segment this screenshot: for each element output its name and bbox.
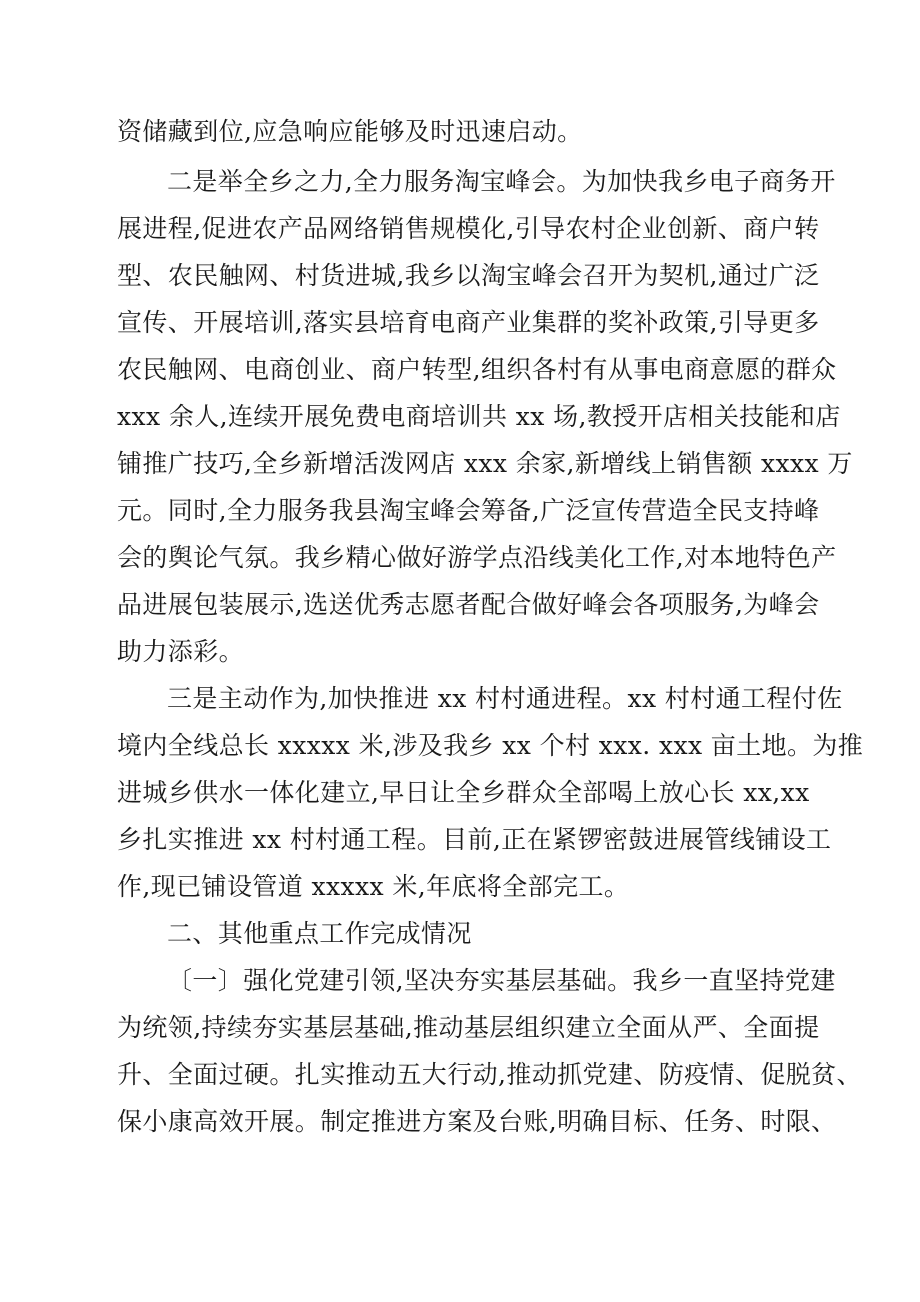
paragraph-line: 元。同时,全力服务我县淘宝峰会筹备,广泛宣传营造全民支持峰 [117,496,820,525]
paragraph-line: 助力添彩。 [117,637,245,666]
paragraph-line: 境内全线总长 xxxxx 米,涉及我乡 xx 个村 xxx. xxx 亩土地。为推 [117,731,864,760]
paragraph-line: 保小康高效开展。制定推进方案及台账,明确目标、任务、时限、 [117,1107,837,1136]
paragraph-line: xxx 余人,连续开展免费电商培训共 xx 场,教授开店相关技能和店 [117,402,841,431]
paragraph-line: 品进展包装展示,选送优秀志愿者配合做好峰会各项服务,为峰会 [117,590,820,619]
paragraph-line: 资储藏到位,应急响应能够及时迅速启动。 [117,117,583,146]
paragraph-line: 升、全面过硬。扎实推动五大行动,推动抓党建、防疫情、促脱贫、 [117,1060,862,1089]
paragraph-line: 二是举全乡之力,全力服务淘宝峰会。为加快我乡电子商务开 [167,167,836,196]
paragraph-line: 农民触网、电商创业、商户转型,组织各村有从事电商意愿的群众 [117,355,837,384]
paragraph-line: 展进程,促进农产品网络销售规模化,引导农村企业创新、商户转 [117,214,820,243]
paragraph-line: 作,现已铺设管道 xxxxx 米,年底将全部完工。 [117,872,630,901]
paragraph-line: 宣传、开展培训,落实县培育电商产业集群的奖补政策,引导更多 [117,308,820,337]
paragraph-line: 会的舆论气氛。我乡精心做好游学点沿线美化工作,对本地特色产 [117,543,837,572]
paragraph-line: 乡扎实推进 xx 村村通工程。目前,正在紧锣密鼓进展管线铺设工 [117,825,832,854]
paragraph-line: 三是主动作为,加快推进 xx 村村通进程。xx 村村通工程付佐 [167,684,843,713]
paragraph-line: 为统领,持续夯实基层基础,推动基层组织建立全面从严、全面提 [117,1013,820,1042]
paragraph-line: 进城乡供水一体化建立,早日让全乡群众全部喝上放心长 xx,xx [117,778,810,807]
paragraph-line: 铺推广技巧,全乡新增活泼网店 xxx 余家,新增线上销售额 xxxx 万 [117,449,853,478]
section-heading: 二、其他重点工作完成情况 [167,919,472,948]
paragraph-line: 型、农民触网、村货进城,我乡以淘宝峰会召开为契机,通过广泛 [117,261,820,290]
paragraph-line: 〔一〕强化党建引领,坚决夯实基层基础。我乡一直坚持党建 [167,966,836,995]
